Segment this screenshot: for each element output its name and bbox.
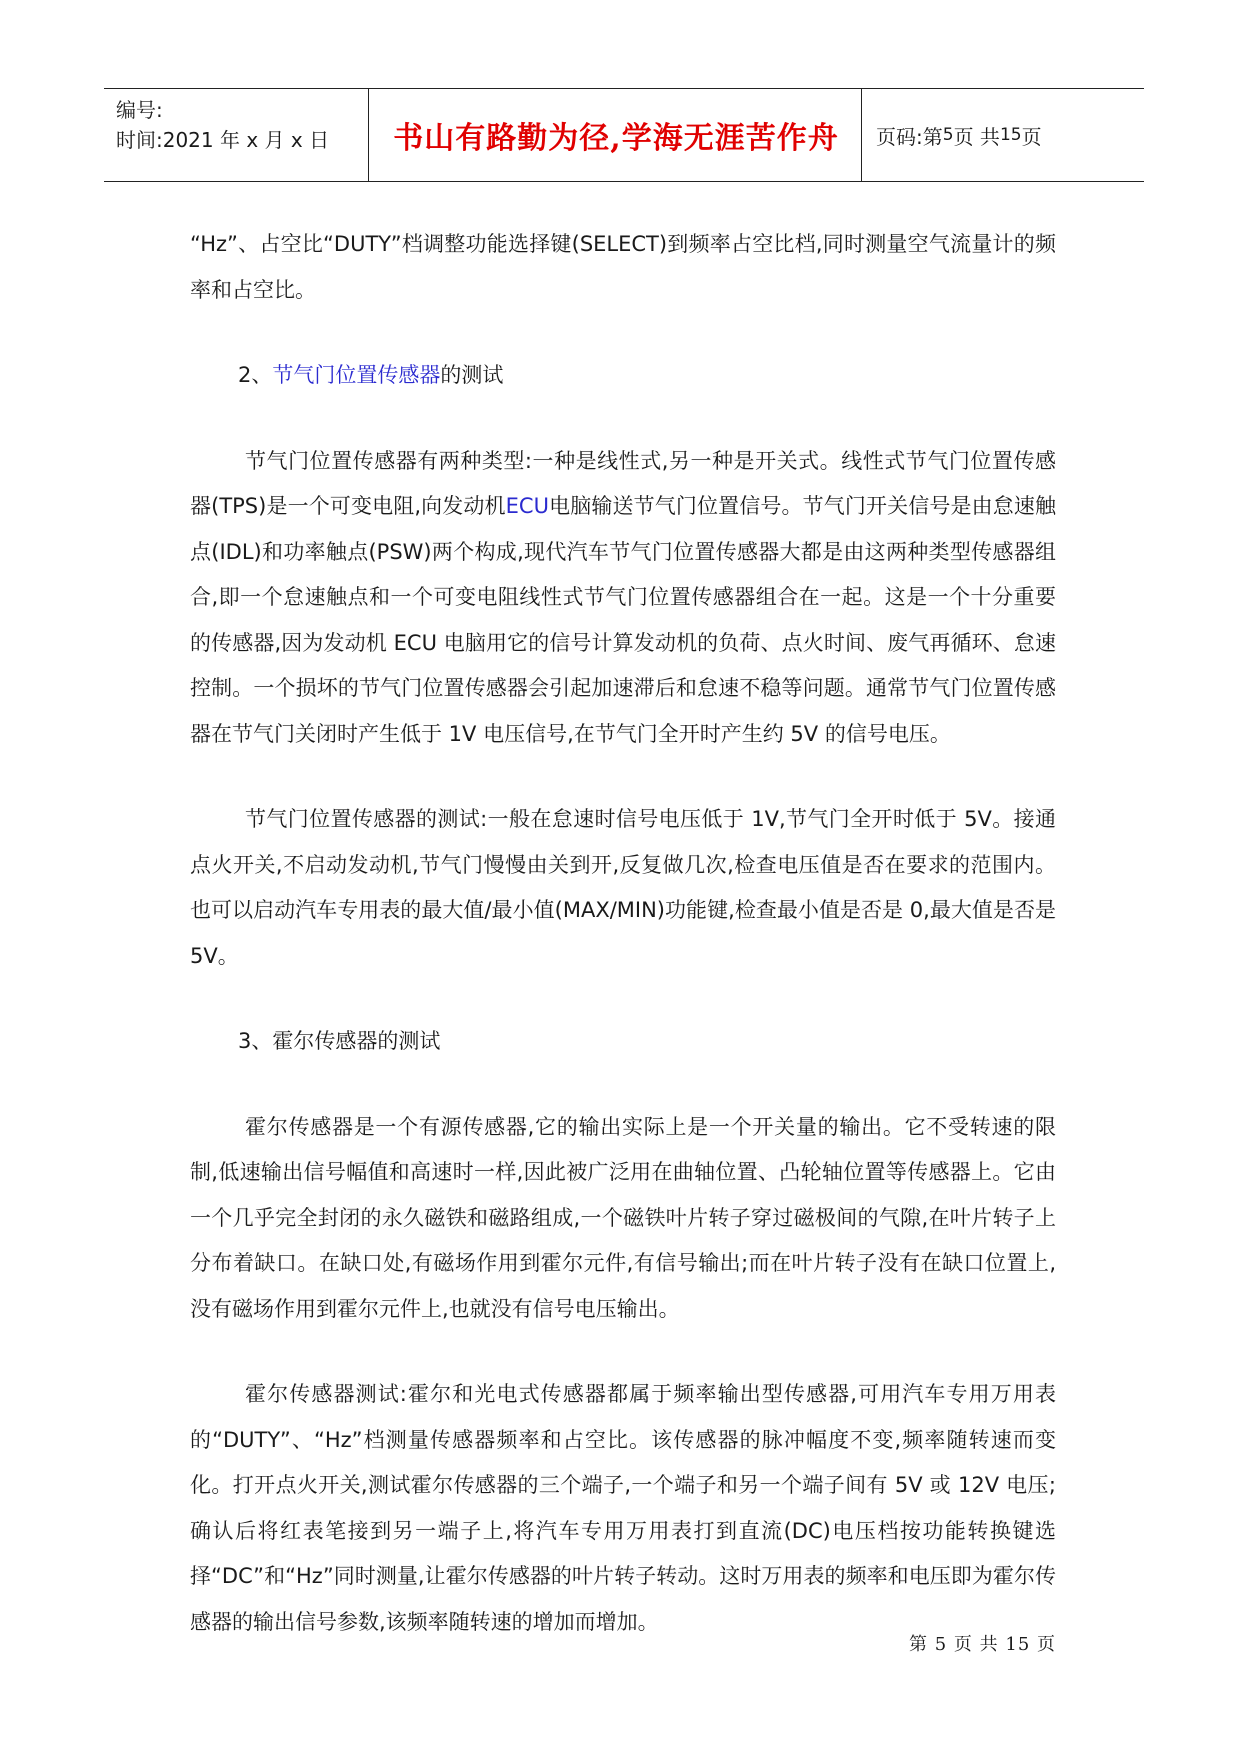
tps-link[interactable]: 节气门位置传感器 xyxy=(272,363,441,387)
page-current: 5 xyxy=(942,125,954,145)
document-body xyxy=(190,222,1056,1645)
header-divider-left xyxy=(368,89,369,181)
section-number: 2、 xyxy=(238,363,273,387)
paragraph-text: 电脑输送节气门位置信号。节气门开关信号是由怠速触点(IDL)和功率触点(PSW)两个构成,现代汽车节气门位置传感器大都是由这两种类型传感器组合,即一个怠速触点和一个可变电阻线性式节气门位置传感器组合在一起。这是一个十分重要的传感器,因为发动机 ECU 电脑用它的信号计算发动机的负荷、点火时间、废气再循环、怠速控制。一个损坏的节气门位置传感器会引起加速滞后和怠速不稳等问题。通常节气门位置传感器在节气门关闭时产生低于 1V 电压信号,在节气门全开时产生约 5V 的信号电压。 xyxy=(190,494,1056,746)
page-mid: 页 共 xyxy=(953,124,1000,149)
section-heading-hall: 3、霍尔传感器的测试 xyxy=(238,1029,441,1053)
page-prefix: 页码:第 xyxy=(876,124,943,149)
section-heading-tps xyxy=(190,353,1056,399)
header-page-info xyxy=(876,89,1042,181)
paragraph-hall-intro: 霍尔传感器是一个有源传感器,它的输出实际上是一个开关量的输出。它不受转速的限制,低速输出信号幅值和高速时一样,因此被广泛用在曲轴位置、凸轮轴位置等传感器上。它由一个几乎完全封闭的永久磁铁和磁路组成,一个磁铁叶片转子穿过磁极间的气隙,在叶片转子上分布着缺口。在缺口处,有磁场作用到霍尔元件,有信号输出;而在叶片转子没有在缺口位置上,没有磁场作用到霍尔元件上,也就没有信号电压输出。 xyxy=(190,1114,1056,1321)
paragraph-airflow-continued: “Hz”、占空比“DUTY”档调整功能选择键(SELECT)到频率占空比档,同时测量空气流量计的频率和占空比。 xyxy=(190,232,1056,302)
page-footer: 第 5 页 共 15 页 xyxy=(909,1634,1056,1655)
ecu-link[interactable]: ECU xyxy=(505,494,549,518)
paragraph-text: 节气门位置传感器有两种类型:一种是线性式,另一种是开关式。线性式节气门位置传感器(TPS)是一个可变电阻,向发动机 xyxy=(190,448,1056,518)
header-divider-right xyxy=(861,89,862,181)
paragraph-hall-test: 霍尔传感器测试:霍尔和光电式传感器都属于频率输出型传感器,可用汽车专用万用表的“DUTY”、“Hz”档测量传感器频率和占空比。该传感器的脉冲幅度不变,频率随转速而变化。打开点火开关,测试霍尔传感器的三个端子,一个端子和另一个端子间有 5V 或 12V 电压;确认后将红表笔接到另一端子上,将汽车专用万用表打到直流(DC)电压档按功能转换键选择“DC”和“Hz”同时测量,让霍尔传感器的叶片转子转动。这时万用表的频率和电压即为霍尔传感器的输出信号参数,该频率随转速的增加而增加。 xyxy=(190,1382,1056,1634)
document-date: 时间:2021 年 x 月 x 日 xyxy=(116,128,330,152)
page-suffix: 页 xyxy=(1021,124,1042,149)
section-heading-suffix: 的测试 xyxy=(440,363,504,387)
header-motto: 书山有路勤为径,学海无涯苦作舟 xyxy=(393,121,839,156)
paragraph-tps-intro xyxy=(190,439,1056,758)
document-number-label: 编号: xyxy=(116,98,163,122)
page-header xyxy=(104,88,1144,182)
page-total: 15 xyxy=(999,125,1022,145)
paragraph-tps-test: 节气门位置传感器的测试:一般在怠速时信号电压低于 1V,节气门全开时低于 5V。接通点火开关,不启动发动机,节气门慢慢由关到开,反复做几次,检查电压值是否在要求的范围内。也可以启动汽车专用表的最大值/最小值(MAX/MIN)功能键,检查最小值是否是 0,最大值是否是 5V。 xyxy=(190,807,1056,968)
